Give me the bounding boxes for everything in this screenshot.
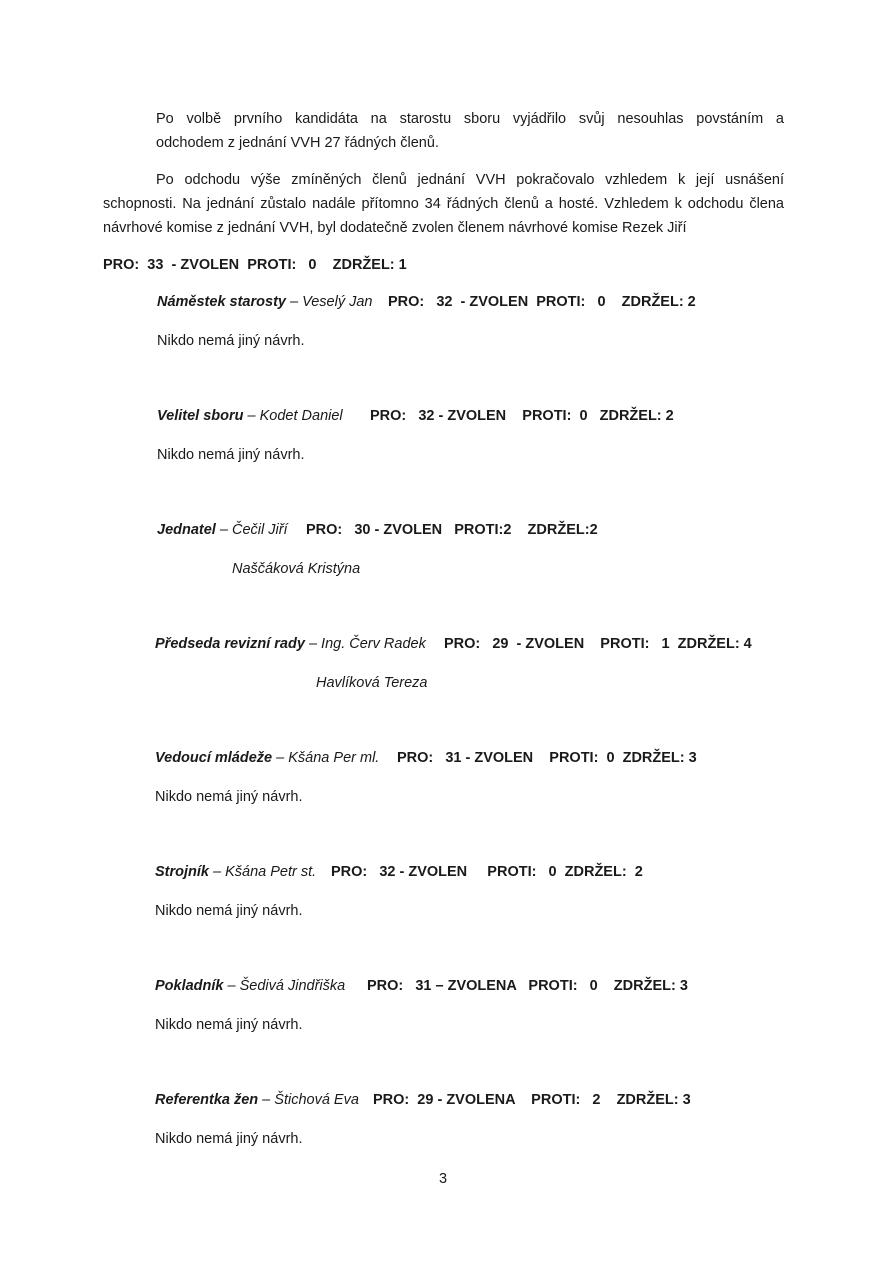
- election-name: Veselý Jan: [302, 294, 373, 310]
- election-vote: PRO: 29 - ZVOLEN PROTI: 1 ZDRŽEL: 4: [444, 636, 752, 652]
- election-second-candidate: Naščáková Kristýna: [232, 561, 361, 577]
- election-note: Nikdo nemá jiný návrh.: [157, 333, 305, 349]
- election-dash: –: [285, 294, 303, 310]
- election-dash: –: [304, 636, 322, 652]
- paragraph-1: [103, 107, 784, 155]
- election-dash: –: [243, 408, 260, 424]
- election-name: Čečil Jiří: [231, 522, 288, 538]
- election-row-machinist: [155, 864, 316, 880]
- election-note: Nikdo nemá jiný návrh.: [157, 447, 305, 463]
- election-name: Šedivá Jindřiška: [239, 978, 346, 994]
- election-dash: –: [208, 864, 226, 880]
- election-row-commander: [157, 408, 343, 424]
- election-note: Nikdo nemá jiný návrh.: [155, 903, 303, 919]
- election-dash: –: [223, 978, 240, 994]
- election-note: Nikdo nemá jiný návrh.: [155, 1131, 303, 1147]
- election-dash: –: [272, 750, 289, 766]
- page-number: 3: [439, 1171, 448, 1187]
- election-role: Velitel sboru: [157, 408, 244, 424]
- election-row-audit-chair: [155, 636, 426, 652]
- election-role: Referentka žen: [155, 1092, 259, 1108]
- election-name: Kšána Petr st.: [225, 864, 317, 880]
- paragraph-2: [103, 168, 784, 240]
- election-name: Kodet Daniel: [259, 408, 343, 424]
- paragraph-1-line-2: odchodem z jednání VVH 27 řádných členů.: [156, 135, 439, 151]
- paragraph-1-line-1: Po volbě prvního kandidáta na starostu sboru vyjádřilo svůj nesouhlas povstáním a: [156, 111, 784, 127]
- election-note: Nikdo nemá jiný návrh.: [155, 789, 303, 805]
- election-vote: PRO: 31 - ZVOLEN PROTI: 0 ZDRŽEL: 3: [397, 750, 697, 766]
- election-dash: –: [258, 1092, 275, 1108]
- election-name: Kšána Per ml.: [288, 750, 380, 766]
- election-vote: PRO: 31 – ZVOLENA PROTI: 0 ZDRŽEL: 3: [367, 978, 688, 994]
- election-note: Nikdo nemá jiný návrh.: [155, 1017, 303, 1033]
- election-role: Jednatel: [157, 522, 216, 538]
- paragraph-2-line-2: schopnosti. Na jednání zůstalo nadále přítomno 34 řádných členů a hosté. Vzhledem k odchodu člena: [103, 196, 784, 212]
- election-vote: PRO: 29 - ZVOLENA PROTI: 2 ZDRŽEL: 3: [373, 1092, 691, 1108]
- vote-summary: PRO: 33 - ZVOLEN PROTI: 0 ZDRŽEL: 1: [103, 257, 407, 273]
- election-vote: PRO: 32 - ZVOLEN PROTI: 0 ZDRŽEL: 2: [388, 294, 696, 310]
- election-role: Vedoucí mládeže: [155, 750, 273, 766]
- paragraph-2-line-3: návrhové komise z jednání VVH, byl dodatečně zvolen členem návrhové komise Rezek Jiří: [103, 220, 687, 236]
- election-vote: PRO: 32 - ZVOLEN PROTI: 0 ZDRŽEL: 2: [370, 408, 674, 424]
- election-row-womens-officer: [155, 1092, 359, 1108]
- election-name: Štichová Eva: [274, 1092, 359, 1108]
- election-vote: PRO: 30 - ZVOLEN PROTI:2 ZDRŽEL:2: [306, 522, 598, 538]
- election-vote: PRO: 32 - ZVOLEN PROTI: 0 ZDRŽEL: 2: [331, 864, 643, 880]
- election-second-candidate: Havlíková Tereza: [316, 675, 428, 691]
- election-dash: –: [215, 522, 232, 538]
- election-row-treasurer: [155, 978, 345, 994]
- election-row-deputy-mayor: [157, 294, 372, 310]
- election-role: Strojník: [155, 864, 209, 880]
- election-role: Pokladník: [155, 978, 224, 994]
- election-role: Předseda revizní rady: [155, 636, 305, 652]
- paragraph-2-line-1: Po odchodu výše zmíněných členů jednání VVH pokračovalo vzhledem k její usnášení: [156, 172, 784, 188]
- election-row-youth-leader: [155, 750, 379, 766]
- election-name: Ing. Červ Radek: [321, 636, 426, 652]
- election-role: Náměstek starosty: [157, 294, 286, 310]
- election-row-secretary: [157, 522, 288, 538]
